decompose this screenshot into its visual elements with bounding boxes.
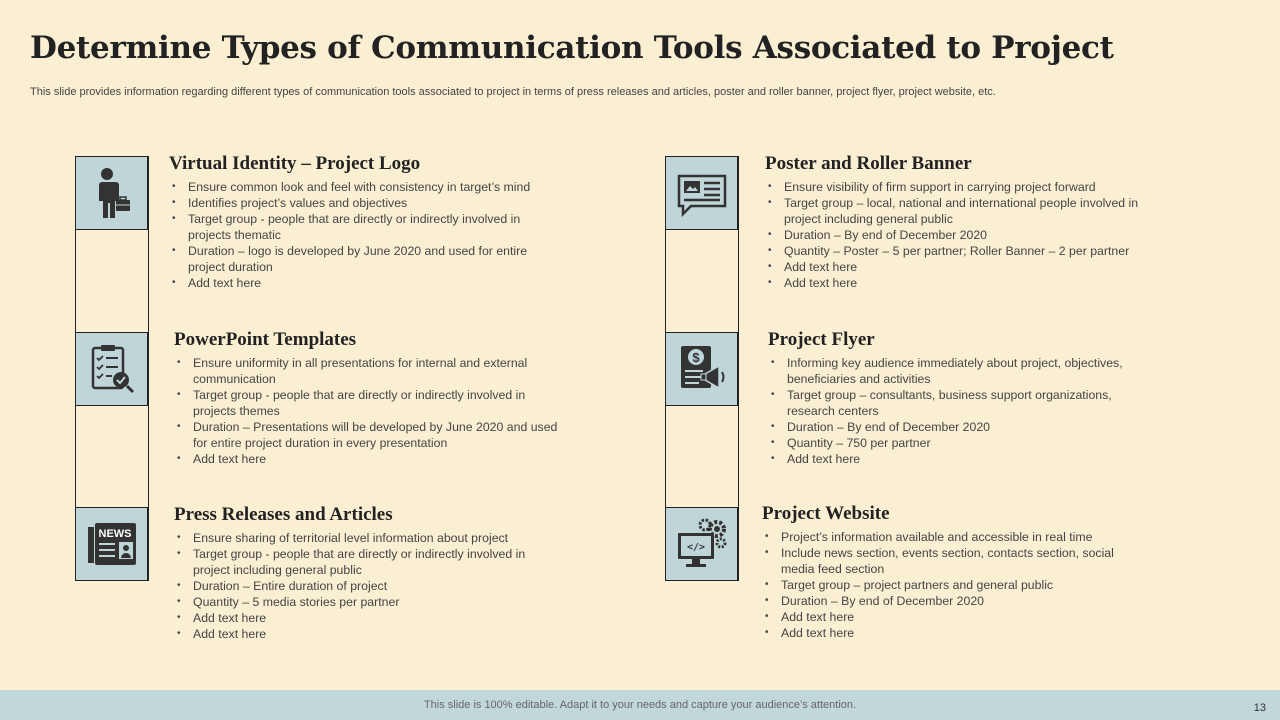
list-item: • Quantity – Poster – 5 per partner; Roller Banner – 2 per partner bbox=[765, 243, 1171, 259]
flyer-megaphone-icon bbox=[675, 342, 729, 396]
list-item: • Duration – Entire duration of project bbox=[174, 578, 561, 594]
list-item: • Add text here bbox=[174, 451, 561, 467]
list-item: • Identifies project’s values and objectives bbox=[169, 195, 561, 211]
section-flyer bbox=[768, 329, 1140, 467]
bullet-list bbox=[768, 355, 1140, 467]
list-item: • Target group - people that are directly or indirectly involved in projects thematic bbox=[169, 211, 561, 243]
list-item: • Add text here bbox=[765, 275, 1171, 291]
svg-text:</>: </> bbox=[686, 542, 705, 553]
section-heading: Project Website bbox=[762, 503, 890, 524]
section-heading: Press Releases and Articles bbox=[174, 504, 393, 525]
footer-text: This slide is 100% editable. Adapt it to your needs and capture your audience’s attention. bbox=[423, 699, 857, 711]
section-heading: PowerPoint Templates bbox=[174, 329, 357, 350]
list-item: • Informing key audience immediately about project, objectives, beneficiaries and activities bbox=[768, 355, 1140, 387]
list-item: • Add text here bbox=[762, 625, 1134, 641]
icon-box-poster bbox=[665, 156, 738, 230]
slide-title: Determine Types of Communication Tools Associated to Project bbox=[30, 30, 1114, 66]
page-number: 13 bbox=[1253, 702, 1266, 714]
icon-box-website bbox=[665, 507, 738, 581]
billboard-chat-icon bbox=[675, 166, 729, 220]
section-website bbox=[762, 503, 1134, 641]
list-item: • Project’s information available and accessible in real time bbox=[762, 529, 1134, 545]
svg-text:$: $ bbox=[691, 350, 700, 365]
icon-box-project-logo bbox=[75, 156, 148, 230]
footer-bar bbox=[0, 690, 1280, 720]
list-item: • Duration – By end of December 2020 bbox=[765, 227, 1171, 243]
list-item: • Add text here bbox=[169, 275, 561, 291]
list-item: • Quantity – 5 media stories per partner bbox=[174, 594, 561, 610]
list-item: • Add text here bbox=[174, 610, 561, 626]
list-item: • Duration – By end of December 2020 bbox=[762, 593, 1134, 609]
news-label: NEWS bbox=[98, 528, 131, 540]
list-item: • Ensure visibility of firm support in carrying project forward bbox=[765, 179, 1171, 195]
section-heading: Poster and Roller Banner bbox=[765, 153, 972, 174]
list-item: • Add text here bbox=[174, 626, 561, 642]
list-item: • Add text here bbox=[765, 259, 1171, 275]
section-poster bbox=[765, 153, 1171, 291]
website-gear-icon bbox=[675, 517, 729, 571]
clipboard-check-icon bbox=[85, 342, 139, 396]
list-item: • Duration – Presentations will be developed by June 2020 and used for entire project duration in every presentation bbox=[174, 419, 561, 451]
section-heading: Project Flyer bbox=[768, 329, 875, 350]
list-item: • Ensure sharing of territorial level information about project bbox=[174, 530, 561, 546]
list-item: • Duration – By end of December 2020 bbox=[768, 419, 1140, 435]
bullet-list bbox=[169, 179, 561, 291]
section-project-logo bbox=[169, 153, 561, 291]
list-item: • Ensure uniformity in all presentations for internal and external communication bbox=[174, 355, 561, 387]
bullet-list bbox=[762, 529, 1134, 641]
section-powerpoint bbox=[174, 329, 561, 467]
list-item: • Target group - people that are directly or indirectly involved in projects themes bbox=[174, 387, 561, 419]
icon-box-press bbox=[75, 507, 148, 581]
list-item: • Target group – project partners and general public bbox=[762, 577, 1134, 593]
businessman-icon bbox=[85, 166, 139, 220]
bullet-list bbox=[174, 530, 561, 642]
list-item: • Duration – logo is developed by June 2020 and used for entire project duration bbox=[169, 243, 561, 275]
icon-box-flyer bbox=[665, 332, 738, 406]
list-item: • Include news section, events section, contacts section, social media feed section bbox=[762, 545, 1134, 577]
list-item: • Ensure common look and feel with consistency in target’s mind bbox=[169, 179, 561, 195]
list-item: • Add text here bbox=[768, 451, 1140, 467]
list-item: • Target group – local, national and international people involved in project including general public bbox=[765, 195, 1171, 227]
section-press bbox=[174, 504, 561, 642]
list-item: • Target group – consultants, business support organizations, research centers bbox=[768, 387, 1140, 419]
list-item: • Quantity – 750 per partner bbox=[768, 435, 1140, 451]
list-item: • Add text here bbox=[762, 609, 1134, 625]
bullet-list bbox=[174, 355, 561, 467]
slide-subtitle: This slide provides information regarding different types of communication tools associated to project in terms of press releases and articles, poster and roller banner, project flyer, project website, etc. bbox=[30, 86, 996, 98]
list-item: • Target group - people that are directly or indirectly involved in project including general public bbox=[174, 546, 561, 578]
section-heading: Virtual Identity – Project Logo bbox=[169, 153, 421, 174]
bullet-list bbox=[765, 179, 1171, 291]
newspaper-icon bbox=[85, 517, 139, 571]
icon-box-powerpoint bbox=[75, 332, 148, 406]
